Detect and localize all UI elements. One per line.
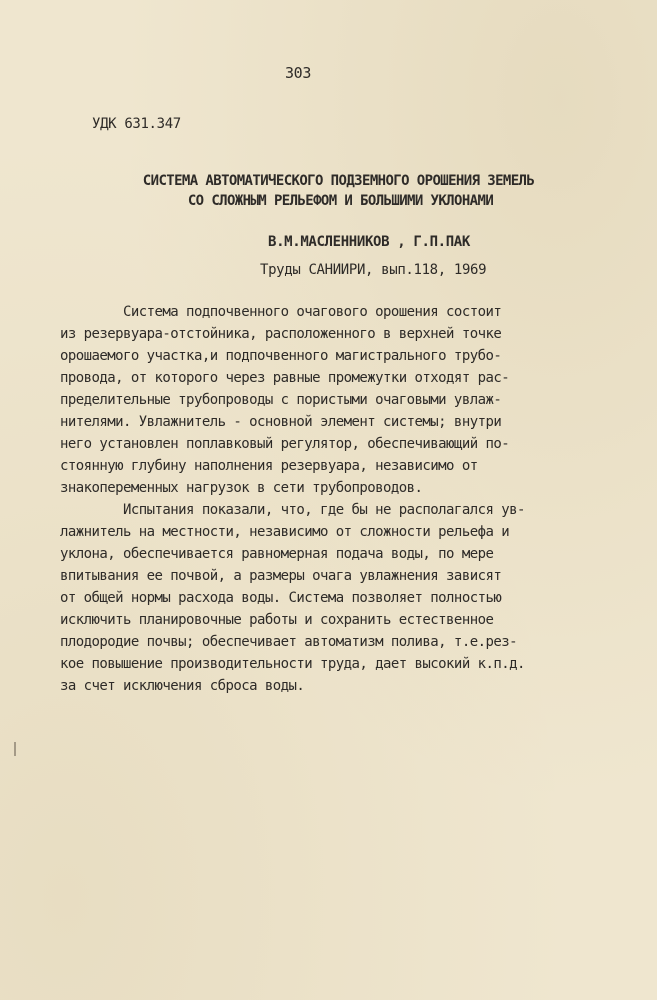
body-line: нителями. Увлажнитель - основной элемент системы; внутри: [60, 414, 502, 430]
body-line: от общей нормы расхода воды. Система позволяет полностью: [60, 590, 502, 606]
title-line-2: СО СЛОЖНЫМ РЕЛЬЕФОМ И БОЛЬШИМИ УКЛОНАМИ: [187, 193, 494, 209]
source-citation: Труды САНИИРИ, вып.118, 1969: [260, 262, 487, 278]
body-line: впитывания ее почвой, а размеры очага увлажнения зависят: [60, 568, 502, 584]
title-line-1: СИСТЕМА АВТОМАТИЧЕСКОГО ПОДЗЕМНОГО ОРОШЕНИЯ ЗЕМЕЛЬ: [142, 173, 535, 189]
body-line: из резервуара-отстойника, расположенного в верхней точке: [60, 326, 502, 342]
page-number: 303: [285, 64, 312, 82]
authors: В.М.МАСЛЕННИКОВ , Г.П.ПАК: [268, 234, 470, 250]
body-line: провода, от которого через равные промежутки отходят рас-: [60, 370, 510, 386]
udk-code: УДК 631.347: [92, 116, 181, 132]
body-line: знакопеременных нагрузок в сети трубопроводов.: [60, 480, 423, 496]
body-line: плодородие почвы; обеспечивает автоматизм полива, т.е.рез-: [60, 634, 517, 650]
body-line: него установлен поплавковый регулятор, обеспечивающий по-: [60, 436, 510, 452]
body-line: орошаемого участка,и подпочвенного магистрального трубо-: [60, 348, 502, 364]
body-line: кое повышение производительности труда, дает высокий к.п.д.: [60, 656, 525, 672]
body-line: пределительные трубопроводы с пористыми очаговыми увлаж-: [60, 392, 502, 408]
body-line: уклона, обеспечивается равномерная подача воды, по мере: [60, 546, 494, 562]
body-line: стоянную глубину наполнения резервуара, независимо от: [60, 458, 478, 474]
body-line: Испытания показали, что, где бы не располагался ув-: [60, 502, 525, 518]
margin-mark: [14, 742, 16, 756]
body-line: за счет исключения сброса воды.: [60, 678, 305, 694]
body-line: исключить планировочные работы и сохранить естественное: [60, 612, 494, 628]
body-line: лажнитель на местности, независимо от сложности рельефа и: [60, 524, 510, 540]
body-line: Система подпочвенного очагового орошения состоит: [60, 304, 502, 320]
